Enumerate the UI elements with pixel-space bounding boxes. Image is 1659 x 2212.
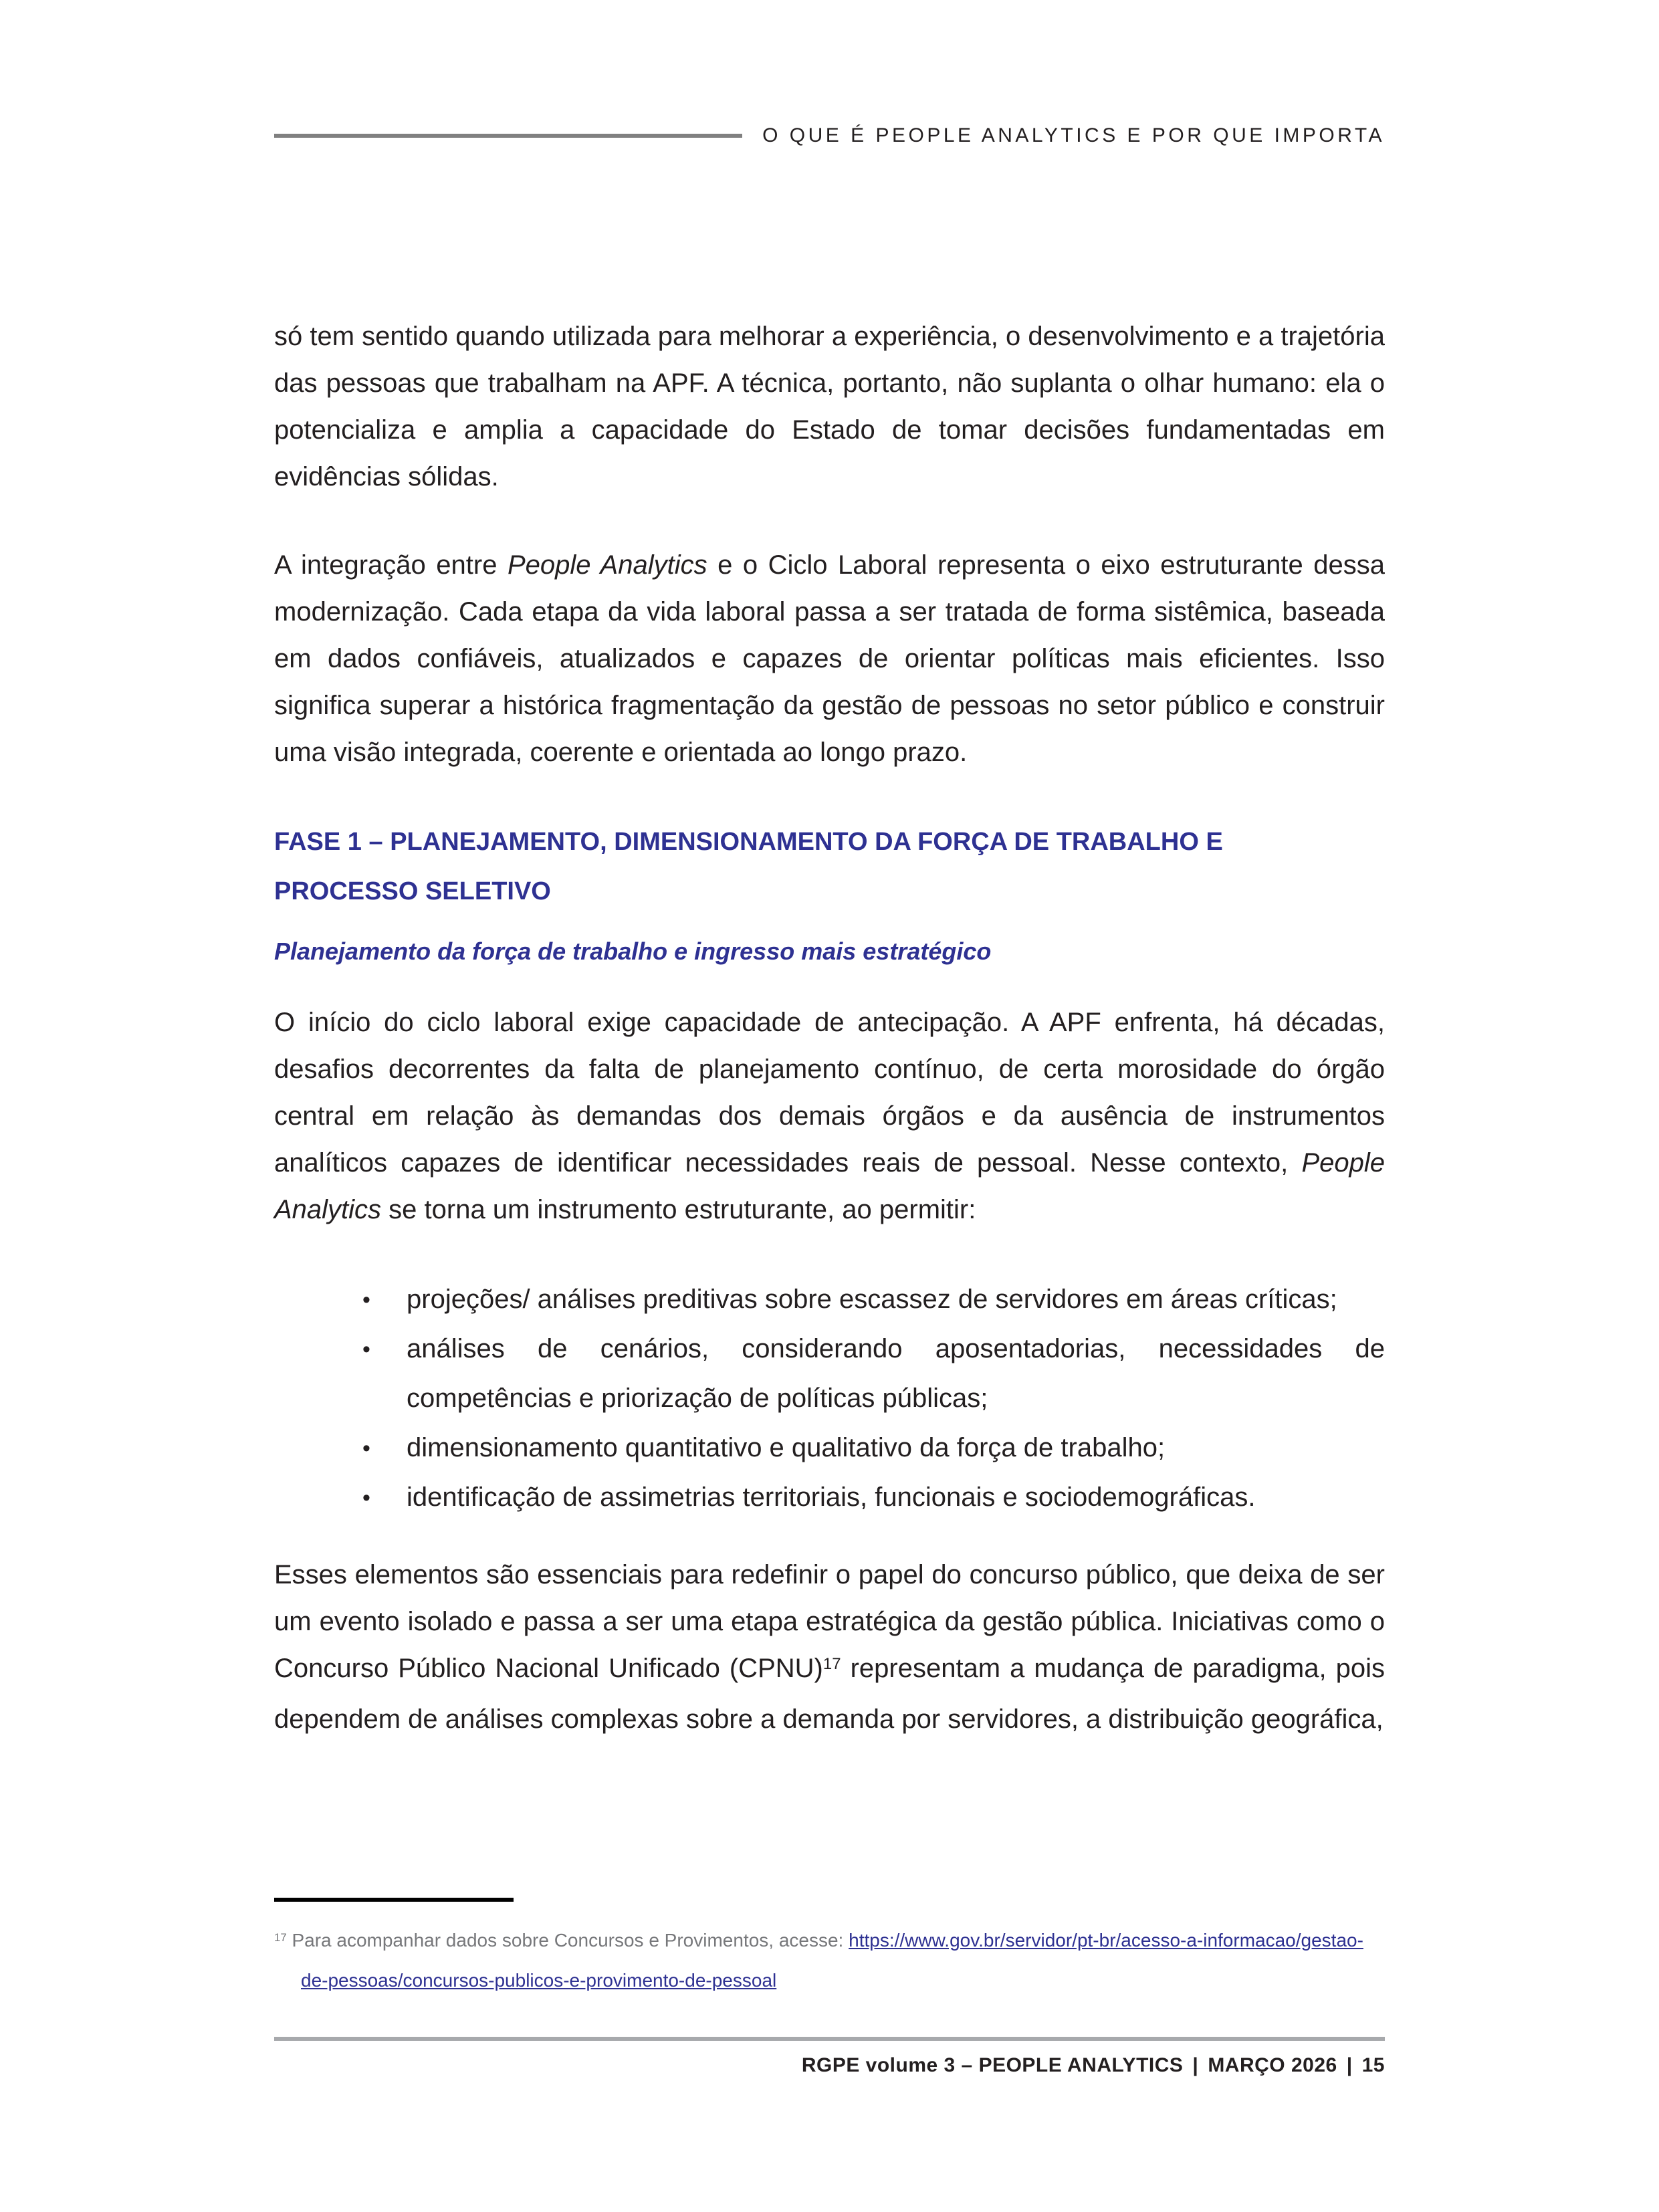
footnote-reference: 17 <box>822 1655 841 1673</box>
body-column <box>274 313 1385 1743</box>
bullet-list <box>274 1275 1385 1522</box>
paragraph-1 <box>274 313 1385 500</box>
page-footer <box>802 2054 1385 2077</box>
list-item: • análises de cenários, considerando aposentadorias, necessidades de competências e priorização de políticas públicas; <box>407 1324 1385 1423</box>
header-rule-divider <box>274 134 742 138</box>
subsection-heading: Planejamento da força de trabalho e ingresso mais estratégico <box>274 937 992 965</box>
text-segment: Esses elementos são essenciais para redefinir o papel do concurso público, que deixa de ser um evento isolado e passa a ser uma etapa estratégica da gestão pública. Iniciativas como o Concurso Público Nacional Unificado (CPNU) <box>274 1560 1385 1683</box>
paragraph-3 <box>274 999 1385 1233</box>
text-segment: e o Ciclo Laboral representa o eixo estruturante dessa modernização. Cada etapa da vida laboral passa a ser tratada de forma sistêmica, baseada em dados confiáveis, atualizados e capazes de orientar políticas mais eficientes. Isso significa superar a histórica fragmentação da gestão de pessoas no setor público e construir uma visão integrada, coerente e orientada ao longo prazo. <box>274 550 1386 767</box>
footer-separator: | <box>1346 2054 1353 2076</box>
list-item: • dimensionamento quantitativo e qualitativo da força de trabalho; <box>407 1423 1385 1472</box>
text-segment: A integração entre <box>274 550 508 580</box>
footer-volume-label: RGPE volume 3 – PEOPLE ANALYTICS <box>801 2054 1184 2076</box>
footnote-link[interactable]: https://www.gov.br/servidor/pt-br/acesso-a-informacao/gestao-de-pessoas/concursos-publicos-e-provimento-de-pessoal <box>301 1930 1363 1991</box>
footer-date: MARÇO 2026 <box>1208 2054 1337 2076</box>
section-heading: FASE 1 – PLANEJAMENTO, DIMENSIONAMENTO DA FORÇA DE TRABALHO E PROCESSO SELETIVO <box>274 828 1223 905</box>
text-segment: representam a mudança de paradigma, pois dependem de análises complexas sobre a demanda por servidores, a distribuição geográfica, <box>274 1654 1385 1734</box>
italic-term: People Analytics <box>507 550 707 580</box>
list-item: • identificação de assimetrias territoriais, funcionais e sociodemográficas. <box>407 1472 1385 1522</box>
italic-term: People Analytics <box>274 1148 1385 1224</box>
text-segment: O início do ciclo laboral exige capacidade de antecipação. A APF enfrenta, há décadas, desafios decorrentes da falta de planejamento contínuo, de certa morosidade do órgão central em relação às demandas dos demais órgãos e da ausência de instrumentos analíticos capazes de identificar necessidades reais de pessoal. Nesse contexto, <box>274 1008 1385 1178</box>
footer-rule-divider <box>274 2037 1385 2041</box>
running-header-title: O QUE É PEOPLE ANALYTICS E POR QUE IMPORTA <box>762 124 1385 146</box>
text-segment: só tem sentido quando utilizada para melhorar a experiência, o desenvolvimento e a trajetória das pessoas que trabalham na APF. A técnica, portanto, não suplanta o olhar humano: ela o potencializa e amplia a capacidade do Estado de tomar decisões fundamentadas em evidências sólidas. <box>274 322 1385 491</box>
footnote-block <box>274 1898 1385 1999</box>
list-item: • projeções/ análises preditivas sobre escassez de servidores em áreas críticas; <box>407 1275 1385 1324</box>
footer-page-number: 15 <box>1361 2054 1385 2076</box>
footnote-separator-rule <box>274 1898 514 1902</box>
paragraph-2 <box>274 542 1385 776</box>
paragraph-4 <box>274 1551 1385 1743</box>
running-header <box>274 124 1385 147</box>
footnote-text: Para acompanhar dados sobre Concursos e Provimentos, acesse: <box>292 1930 844 1951</box>
text-segment: se torna um instrumento estruturante, ao permitir: <box>381 1195 976 1224</box>
footnote <box>274 1922 1385 1999</box>
footer-separator: | <box>1192 2054 1199 2076</box>
footnote-marker: 17 <box>274 1930 287 1944</box>
